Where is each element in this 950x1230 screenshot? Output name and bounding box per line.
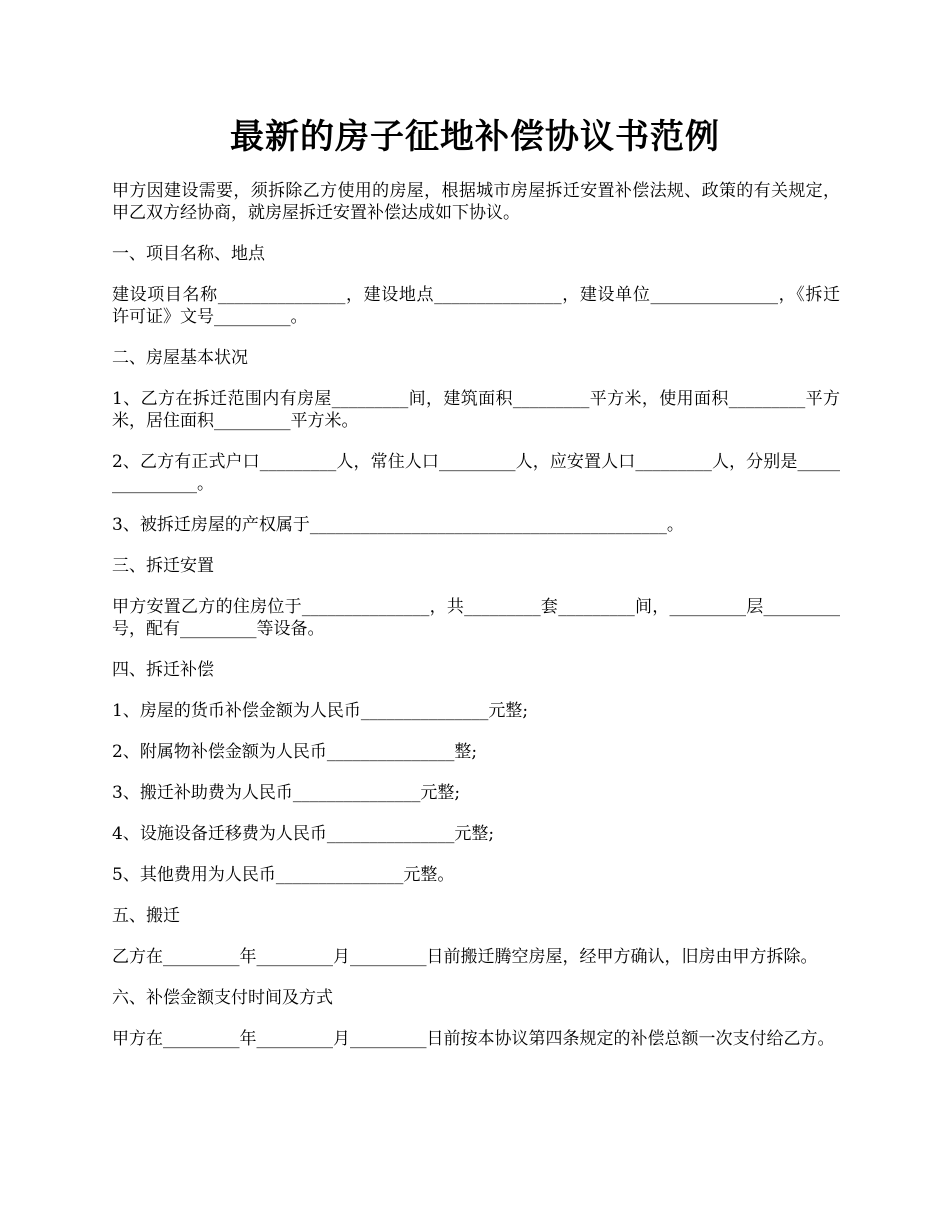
section-heading-project: 一、项目名称、地点 — [112, 244, 265, 264]
moving-paragraph: 乙方在_________年_________月_________日前搬迁腾空房屋，经甲方确认，旧房由甲方拆除。 — [112, 947, 818, 967]
project-paragraph: 建设项目名称_______________，建设地点_______________，建设单位_______________，《拆迁许可证》文号_________。 — [112, 285, 840, 327]
section-heading-house-status: 二、房屋基本状况 — [112, 348, 248, 368]
household-paragraph: 2、乙方有正式户口_________人，常住人口_________人，应安置人口_________人，分别是_______________。 — [112, 452, 840, 494]
payment-paragraph: 甲方在_________年_________月_________日前按本协议第四条规定的补偿总额一次支付给乙方。 — [112, 1029, 835, 1049]
section-heading-moving: 五、搬迁 — [112, 906, 180, 926]
section-heading-relocation: 三、拆迁安置 — [112, 556, 214, 576]
compensation-item: 3、搬迁补助费为人民币_______________元整; — [112, 783, 461, 803]
house-rooms-paragraph: 1、乙方在拆迁范围内有房屋_________间，建筑面积_________平方米，使用面积_________平方米，居住面积_________平方米。 — [112, 389, 840, 431]
document-body — [112, 180, 840, 1069]
compensation-item: 1、房屋的货币补偿金额为人民币_______________元整; — [112, 701, 529, 721]
property-rights-paragraph: 3、被拆迁房屋的产权属于__________________________________________。 — [112, 515, 684, 535]
document-title: 最新的房子征地补偿协议书范例 — [230, 117, 720, 157]
intro-paragraph: 甲方因建设需要，须拆除乙方使用的房屋，根据城市房屋拆迁安置补偿法规、政策的有关规定，甲乙双方经协商，就房屋拆迁安置补偿达成如下协议。 — [112, 181, 840, 223]
compensation-item: 2、附属物补偿金额为人民币_______________整; — [112, 742, 478, 762]
section-heading-payment: 六、补偿金额支付时间及方式 — [112, 988, 333, 1008]
section-heading-compensation: 四、拆迁补偿 — [112, 660, 214, 680]
relocation-paragraph: 甲方安置乙方的住房位于_______________，共_________套_________间，_________层_________号，配有_________等设备。 — [112, 597, 840, 639]
compensation-item: 4、设施设备迁移费为人民币_______________元整; — [112, 824, 495, 844]
compensation-item: 5、其他费用为人民币_______________元整。 — [112, 865, 455, 885]
